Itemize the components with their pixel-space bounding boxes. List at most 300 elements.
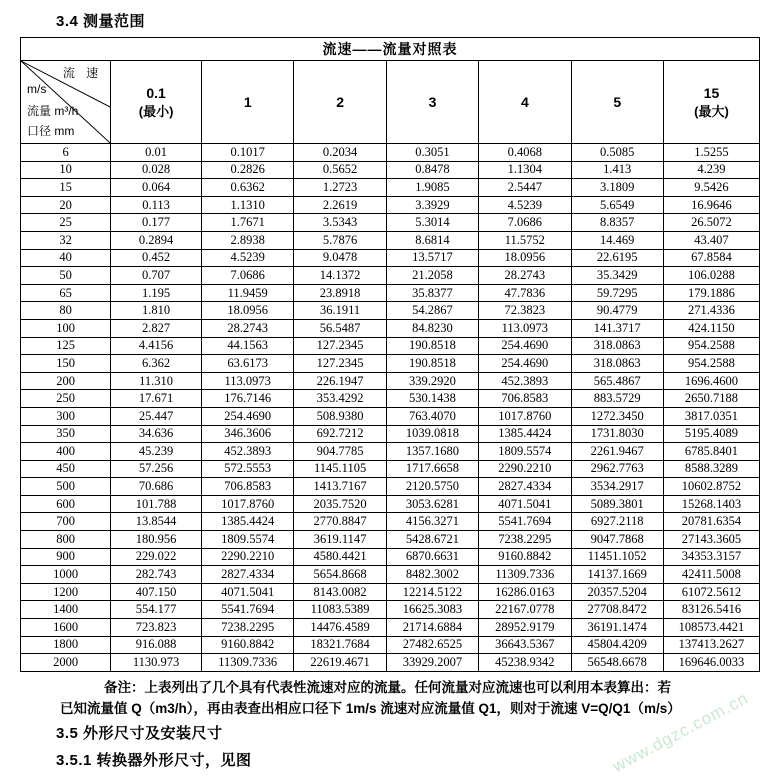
- cell-diameter: 32: [21, 231, 111, 249]
- cell-flow-3: 530.1438: [386, 390, 478, 408]
- table-row: [21, 513, 760, 531]
- cell-flow-6: 271.4336: [663, 302, 759, 320]
- column-header-3: [386, 61, 478, 144]
- cell-flow-6: 2650.7188: [663, 390, 759, 408]
- cell-flow-5: 2261.9467: [571, 443, 663, 461]
- table-row: [21, 425, 760, 443]
- cell-flow-1: 63.6173: [202, 355, 294, 373]
- cell-flow-0: 17.671: [111, 390, 202, 408]
- cell-flow-2: 0.2034: [294, 144, 386, 162]
- cell-flow-3: 1357.1680: [386, 443, 478, 461]
- cell-flow-3: 35.8377: [386, 284, 478, 302]
- table-row: [21, 407, 760, 425]
- cell-flow-6: 42411.5008: [663, 566, 759, 584]
- cell-diameter: 800: [21, 531, 111, 549]
- cell-flow-6: 9.5426: [663, 179, 759, 197]
- cell-flow-6: 8588.3289: [663, 460, 759, 478]
- cell-flow-6: 954.2588: [663, 355, 759, 373]
- column-header-main-2: 2: [336, 94, 344, 110]
- cell-flow-5: 45804.4209: [571, 636, 663, 654]
- cell-diameter: 150: [21, 355, 111, 373]
- cell-flow-3: 21.2058: [386, 267, 478, 285]
- cell-flow-3: 12214.5122: [386, 583, 478, 601]
- cell-flow-3: 5428.6721: [386, 531, 478, 549]
- column-header-main-5: 5: [613, 94, 622, 110]
- cell-flow-3: 5.3014: [386, 214, 478, 232]
- table-title: 流速——流量对照表: [21, 38, 760, 61]
- cell-diameter: 300: [21, 407, 111, 425]
- cell-flow-0: 723.823: [111, 619, 202, 637]
- cell-flow-3: 3053.6281: [386, 495, 478, 513]
- table-row: [21, 267, 760, 285]
- flow-table-container: [20, 37, 760, 672]
- table-row: [21, 319, 760, 337]
- cell-diameter: 1200: [21, 583, 111, 601]
- table-row: [21, 231, 760, 249]
- cell-flow-1: 254.4690: [202, 407, 294, 425]
- cell-flow-6: 67.8584: [663, 249, 759, 267]
- cell-flow-0: 0.064: [111, 179, 202, 197]
- cell-flow-6: 6785.8401: [663, 443, 759, 461]
- cell-flow-1: 28.2743: [202, 319, 294, 337]
- cell-diameter: 2000: [21, 654, 111, 672]
- cell-flow-0: 1.195: [111, 284, 202, 302]
- cell-flow-4: 4071.5041: [479, 495, 571, 513]
- cell-diameter: 1800: [21, 636, 111, 654]
- column-header-main-6: 15: [703, 84, 720, 101]
- cell-flow-6: 3817.0351: [663, 407, 759, 425]
- cell-flow-1: 4071.5041: [202, 583, 294, 601]
- cell-flow-0: 554.177: [111, 601, 202, 619]
- cell-diameter: 700: [21, 513, 111, 531]
- cell-flow-3: 13.5717: [386, 249, 478, 267]
- cell-flow-0: 70.686: [111, 478, 202, 496]
- cell-flow-2: 2770.8847: [294, 513, 386, 531]
- cell-flow-5: 0.5085: [571, 144, 663, 162]
- table-header-row: [21, 61, 760, 144]
- cell-flow-6: 1.5255: [663, 144, 759, 162]
- cell-flow-4: 1385.4424: [479, 425, 571, 443]
- cell-flow-6: 61072.5612: [663, 583, 759, 601]
- cell-flow-5: 22.6195: [571, 249, 663, 267]
- cell-flow-2: 14476.4589: [294, 619, 386, 637]
- cell-flow-1: 7238.2295: [202, 619, 294, 637]
- cell-flow-4: 28.2743: [479, 267, 571, 285]
- cell-flow-4: 7.0686: [479, 214, 571, 232]
- cell-flow-0: 229.022: [111, 548, 202, 566]
- cell-flow-2: 127.2345: [294, 355, 386, 373]
- cell-flow-3: 339.2920: [386, 372, 478, 390]
- cell-flow-2: 36.1911: [294, 302, 386, 320]
- cell-flow-4: 2290.2210: [479, 460, 571, 478]
- cell-flow-1: 11.9459: [202, 284, 294, 302]
- cell-flow-3: 8482.3002: [386, 566, 478, 584]
- cell-flow-0: 1.810: [111, 302, 202, 320]
- cell-flow-6: 15268.1403: [663, 495, 759, 513]
- section-heading-35: 3.5 外形尺寸及安装尺寸: [56, 724, 223, 742]
- cell-flow-1: 18.0956: [202, 302, 294, 320]
- table-corner-header: [21, 61, 111, 144]
- table-row: [21, 636, 760, 654]
- cell-flow-4: 9160.8842: [479, 548, 571, 566]
- cell-flow-0: 25.447: [111, 407, 202, 425]
- cell-flow-4: 1.1304: [479, 161, 571, 179]
- cell-flow-2: 353.4292: [294, 390, 386, 408]
- cell-flow-1: 0.2826: [202, 161, 294, 179]
- cell-flow-6: 106.0288: [663, 267, 759, 285]
- cell-flow-5: 5.6549: [571, 196, 663, 214]
- table-row: [21, 583, 760, 601]
- table-row: [21, 179, 760, 197]
- cell-flow-1: 5541.7694: [202, 601, 294, 619]
- cell-flow-1: 1809.5574: [202, 531, 294, 549]
- cell-flow-6: 1696.4600: [663, 372, 759, 390]
- cell-diameter: 600: [21, 495, 111, 513]
- cell-diameter: 250: [21, 390, 111, 408]
- cell-flow-4: 5541.7694: [479, 513, 571, 531]
- cell-flow-4: 45238.9342: [479, 654, 571, 672]
- cell-diameter: 900: [21, 548, 111, 566]
- cell-flow-5: 27708.8472: [571, 601, 663, 619]
- cell-flow-2: 22619.4671: [294, 654, 386, 672]
- cell-diameter: 10: [21, 161, 111, 179]
- cell-flow-2: 226.1947: [294, 372, 386, 390]
- cell-flow-6: 424.1150: [663, 319, 759, 337]
- cell-flow-5: 2962.7763: [571, 460, 663, 478]
- cell-flow-4: 0.4068: [479, 144, 571, 162]
- cell-flow-1: 2827.4334: [202, 566, 294, 584]
- cell-flow-4: 28952.9179: [479, 619, 571, 637]
- cell-flow-0: 0.452: [111, 249, 202, 267]
- cell-flow-0: 0.177: [111, 214, 202, 232]
- cell-flow-3: 84.8230: [386, 319, 478, 337]
- cell-flow-2: 23.8918: [294, 284, 386, 302]
- cell-flow-1: 452.3893: [202, 443, 294, 461]
- cell-flow-5: 1.413: [571, 161, 663, 179]
- cell-flow-4: 16286.0163: [479, 583, 571, 601]
- cell-flow-3: 1039.0818: [386, 425, 478, 443]
- cell-flow-3: 8.6814: [386, 231, 478, 249]
- cell-flow-0: 916.088: [111, 636, 202, 654]
- cell-flow-1: 572.5553: [202, 460, 294, 478]
- cell-flow-2: 11083.5389: [294, 601, 386, 619]
- cell-flow-1: 113.0973: [202, 372, 294, 390]
- cell-flow-5: 141.3717: [571, 319, 663, 337]
- table-row: [21, 144, 760, 162]
- cell-flow-6: 179.1886: [663, 284, 759, 302]
- cell-flow-6: 5195.4089: [663, 425, 759, 443]
- column-header-0: [111, 61, 202, 144]
- cell-flow-5: 6927.2118: [571, 513, 663, 531]
- column-header-main-0: 0.1: [146, 84, 166, 101]
- cell-flow-6: 137413.2627: [663, 636, 759, 654]
- table-row: [21, 548, 760, 566]
- cell-flow-0: 180.956: [111, 531, 202, 549]
- cell-flow-5: 90.4779: [571, 302, 663, 320]
- cell-flow-5: 1731.8030: [571, 425, 663, 443]
- cell-diameter: 200: [21, 372, 111, 390]
- cell-flow-3: 1717.6658: [386, 460, 478, 478]
- cell-flow-4: 254.4690: [479, 337, 571, 355]
- cell-flow-4: 4.5239: [479, 196, 571, 214]
- cell-flow-3: 763.4070: [386, 407, 478, 425]
- cell-flow-1: 706.8583: [202, 478, 294, 496]
- cell-flow-4: 113.0973: [479, 319, 571, 337]
- cell-flow-2: 14.1372: [294, 267, 386, 285]
- cell-flow-1: 1.7671: [202, 214, 294, 232]
- column-header-sub-6: (最大): [694, 103, 729, 119]
- cell-flow-3: 2120.5750: [386, 478, 478, 496]
- cell-flow-2: 904.7785: [294, 443, 386, 461]
- cell-flow-2: 508.9380: [294, 407, 386, 425]
- column-header-1: [202, 61, 294, 144]
- table-row: [21, 372, 760, 390]
- cell-flow-6: 954.2588: [663, 337, 759, 355]
- cell-flow-3: 54.2867: [386, 302, 478, 320]
- cell-diameter: 100: [21, 319, 111, 337]
- cell-flow-5: 36191.1474: [571, 619, 663, 637]
- cell-flow-6: 83126.5416: [663, 601, 759, 619]
- cell-flow-4: 706.8583: [479, 390, 571, 408]
- section-heading-351: 3.5.1 转换器外形尺寸，见图: [56, 751, 252, 769]
- cell-flow-2: 5654.8668: [294, 566, 386, 584]
- cell-flow-3: 4156.3271: [386, 513, 478, 531]
- table-row: [21, 443, 760, 461]
- corner-label-dn: 口径 mm: [27, 124, 75, 138]
- cell-flow-2: 8143.0082: [294, 583, 386, 601]
- cell-flow-0: 57.256: [111, 460, 202, 478]
- cell-flow-2: 127.2345: [294, 337, 386, 355]
- column-header-main-4: 4: [520, 94, 529, 110]
- column-header-sub-0: (最小): [138, 103, 174, 119]
- cell-flow-6: 10602.8752: [663, 478, 759, 496]
- cell-flow-3: 33929.2007: [386, 654, 478, 672]
- cell-flow-2: 9.0478: [294, 249, 386, 267]
- cell-flow-0: 6.362: [111, 355, 202, 373]
- column-header-2: [294, 61, 386, 144]
- cell-flow-6: 4.239: [663, 161, 759, 179]
- cell-flow-4: 22167.0778: [479, 601, 571, 619]
- cell-flow-1: 0.6362: [202, 179, 294, 197]
- cell-flow-1: 11309.7336: [202, 654, 294, 672]
- cell-flow-5: 11451.1052: [571, 548, 663, 566]
- cell-flow-2: 692.7212: [294, 425, 386, 443]
- table-body: [21, 144, 760, 672]
- cell-flow-4: 452.3893: [479, 372, 571, 390]
- cell-diameter: 15: [21, 179, 111, 197]
- cell-flow-1: 4.5239: [202, 249, 294, 267]
- cell-flow-0: 0.01: [111, 144, 202, 162]
- cell-flow-1: 1385.4424: [202, 513, 294, 531]
- cell-flow-1: 0.1017: [202, 144, 294, 162]
- cell-flow-6: 34353.3157: [663, 548, 759, 566]
- cell-flow-2: 2035.7520: [294, 495, 386, 513]
- cell-flow-4: 72.3823: [479, 302, 571, 320]
- note-line-2: 已知流量值 Q（m3/h），再由表查出相应口径下 1m/s 流速对应流量值 Q1，则对于流速 V=Q/Q1（m/s）: [60, 700, 681, 716]
- table-row: [21, 566, 760, 584]
- cell-diameter: 400: [21, 443, 111, 461]
- cell-flow-5: 3.1809: [571, 179, 663, 197]
- table-row: [21, 601, 760, 619]
- table-row: [21, 495, 760, 513]
- cell-flow-2: 4580.4421: [294, 548, 386, 566]
- corner-label-flow-speed: 流 速: [62, 66, 103, 80]
- cell-flow-4: 18.0956: [479, 249, 571, 267]
- cell-diameter: 80: [21, 302, 111, 320]
- cell-flow-0: 1130.973: [111, 654, 202, 672]
- cell-flow-5: 20357.5204: [571, 583, 663, 601]
- cell-flow-5: 5089.3801: [571, 495, 663, 513]
- cell-flow-0: 34.636: [111, 425, 202, 443]
- cell-flow-5: 883.5729: [571, 390, 663, 408]
- cell-flow-1: 7.0686: [202, 267, 294, 285]
- cell-flow-1: 1.1310: [202, 196, 294, 214]
- cell-flow-5: 318.0863: [571, 337, 663, 355]
- cell-flow-5: 565.4867: [571, 372, 663, 390]
- cell-flow-1: 2290.2210: [202, 548, 294, 566]
- table-row: [21, 196, 760, 214]
- cell-flow-3: 0.8478: [386, 161, 478, 179]
- cell-flow-4: 36643.5367: [479, 636, 571, 654]
- flow-rate-table: [20, 37, 760, 672]
- cell-flow-6: 16.9646: [663, 196, 759, 214]
- column-header-main-1: 1: [243, 94, 252, 110]
- cell-flow-2: 2.2619: [294, 196, 386, 214]
- cell-flow-5: 14.469: [571, 231, 663, 249]
- table-title-row: [21, 38, 760, 61]
- cell-flow-0: 0.113: [111, 196, 202, 214]
- cell-diameter: 6: [21, 144, 111, 162]
- table-row: [21, 161, 760, 179]
- cell-diameter: 500: [21, 478, 111, 496]
- cell-diameter: 1400: [21, 601, 111, 619]
- cell-flow-4: 11.5752: [479, 231, 571, 249]
- table-note: [18, 678, 762, 720]
- cell-flow-6: 20781.6354: [663, 513, 759, 531]
- cell-diameter: 50: [21, 267, 111, 285]
- corner-label-m3h: 流量 m³/h: [27, 104, 79, 118]
- cell-flow-4: 47.7836: [479, 284, 571, 302]
- cell-flow-5: 8.8357: [571, 214, 663, 232]
- table-row: [21, 619, 760, 637]
- table-row: [21, 302, 760, 320]
- cell-flow-4: 7238.2295: [479, 531, 571, 549]
- cell-flow-5: 3534.2917: [571, 478, 663, 496]
- cell-flow-4: 2.5447: [479, 179, 571, 197]
- cell-flow-2: 1413.7167: [294, 478, 386, 496]
- cell-flow-5: 35.3429: [571, 267, 663, 285]
- page-title: 3.4 测量范围: [56, 13, 146, 30]
- cell-flow-3: 6870.6631: [386, 548, 478, 566]
- cell-flow-1: 9160.8842: [202, 636, 294, 654]
- cell-flow-6: 169646.0033: [663, 654, 759, 672]
- cell-flow-0: 4.4156: [111, 337, 202, 355]
- cell-flow-0: 0.707: [111, 267, 202, 285]
- cell-flow-2: 3.5343: [294, 214, 386, 232]
- cell-flow-2: 0.5652: [294, 161, 386, 179]
- cell-flow-6: 108573.4421: [663, 619, 759, 637]
- cell-flow-3: 21714.6884: [386, 619, 478, 637]
- table-row: [21, 390, 760, 408]
- cell-flow-2: 1145.1105: [294, 460, 386, 478]
- cell-flow-5: 9047.7868: [571, 531, 663, 549]
- cell-flow-6: 26.5072: [663, 214, 759, 232]
- cell-flow-2: 1.2723: [294, 179, 386, 197]
- cell-diameter: 125: [21, 337, 111, 355]
- cell-diameter: 20: [21, 196, 111, 214]
- cell-flow-3: 190.8518: [386, 355, 478, 373]
- cell-flow-0: 13.8544: [111, 513, 202, 531]
- cell-flow-0: 11.310: [111, 372, 202, 390]
- column-header-6: [663, 61, 759, 144]
- cell-flow-0: 282.743: [111, 566, 202, 584]
- cell-flow-2: 56.5487: [294, 319, 386, 337]
- column-header-4: [479, 61, 571, 144]
- cell-diameter: 40: [21, 249, 111, 267]
- cell-flow-5: 14137.1669: [571, 566, 663, 584]
- cell-flow-1: 44.1563: [202, 337, 294, 355]
- cell-flow-1: 2.8938: [202, 231, 294, 249]
- table-row: [21, 531, 760, 549]
- cell-flow-0: 0.028: [111, 161, 202, 179]
- cell-flow-5: 56548.6678: [571, 654, 663, 672]
- cell-flow-5: 1272.3450: [571, 407, 663, 425]
- cell-flow-4: 2827.4334: [479, 478, 571, 496]
- cell-diameter: 350: [21, 425, 111, 443]
- cell-flow-6: 43.407: [663, 231, 759, 249]
- cell-diameter: 65: [21, 284, 111, 302]
- column-header-5: [571, 61, 663, 144]
- cell-diameter: 25: [21, 214, 111, 232]
- corner-label-ms: m/s: [27, 82, 47, 96]
- table-row: [21, 460, 760, 478]
- cell-flow-1: 1017.8760: [202, 495, 294, 513]
- cell-flow-4: 1809.5574: [479, 443, 571, 461]
- cell-flow-1: 176.7146: [202, 390, 294, 408]
- cell-flow-6: 27143.3605: [663, 531, 759, 549]
- cell-flow-5: 318.0863: [571, 355, 663, 373]
- cell-diameter: 450: [21, 460, 111, 478]
- cell-diameter: 1600: [21, 619, 111, 637]
- cell-flow-2: 3619.1147: [294, 531, 386, 549]
- cell-flow-0: 2.827: [111, 319, 202, 337]
- cell-flow-2: 18321.7684: [294, 636, 386, 654]
- cell-flow-3: 190.8518: [386, 337, 478, 355]
- table-row: [21, 214, 760, 232]
- cell-flow-4: 11309.7336: [479, 566, 571, 584]
- note-line-1: 备注：上表列出了几个具有代表性流速对应的流量。任何流量对应流速也可以利用本表算出：若: [104, 679, 671, 695]
- table-row: [21, 654, 760, 672]
- table-row: [21, 249, 760, 267]
- cell-flow-3: 3.3929: [386, 196, 478, 214]
- column-header-main-3: 3: [428, 94, 437, 110]
- table-row: [21, 478, 760, 496]
- cell-flow-0: 45.239: [111, 443, 202, 461]
- cell-flow-3: 1.9085: [386, 179, 478, 197]
- table-row: [21, 355, 760, 373]
- cell-diameter: 1000: [21, 566, 111, 584]
- cell-flow-0: 0.2894: [111, 231, 202, 249]
- cell-flow-2: 5.7876: [294, 231, 386, 249]
- cell-flow-4: 254.4690: [479, 355, 571, 373]
- cell-flow-3: 0.3051: [386, 144, 478, 162]
- cell-flow-0: 101.788: [111, 495, 202, 513]
- cell-flow-0: 407.150: [111, 583, 202, 601]
- table-row: [21, 284, 760, 302]
- watermark: www.dgzc.com.cn: [609, 688, 752, 777]
- cell-flow-1: 346.3606: [202, 425, 294, 443]
- cell-flow-5: 59.7295: [571, 284, 663, 302]
